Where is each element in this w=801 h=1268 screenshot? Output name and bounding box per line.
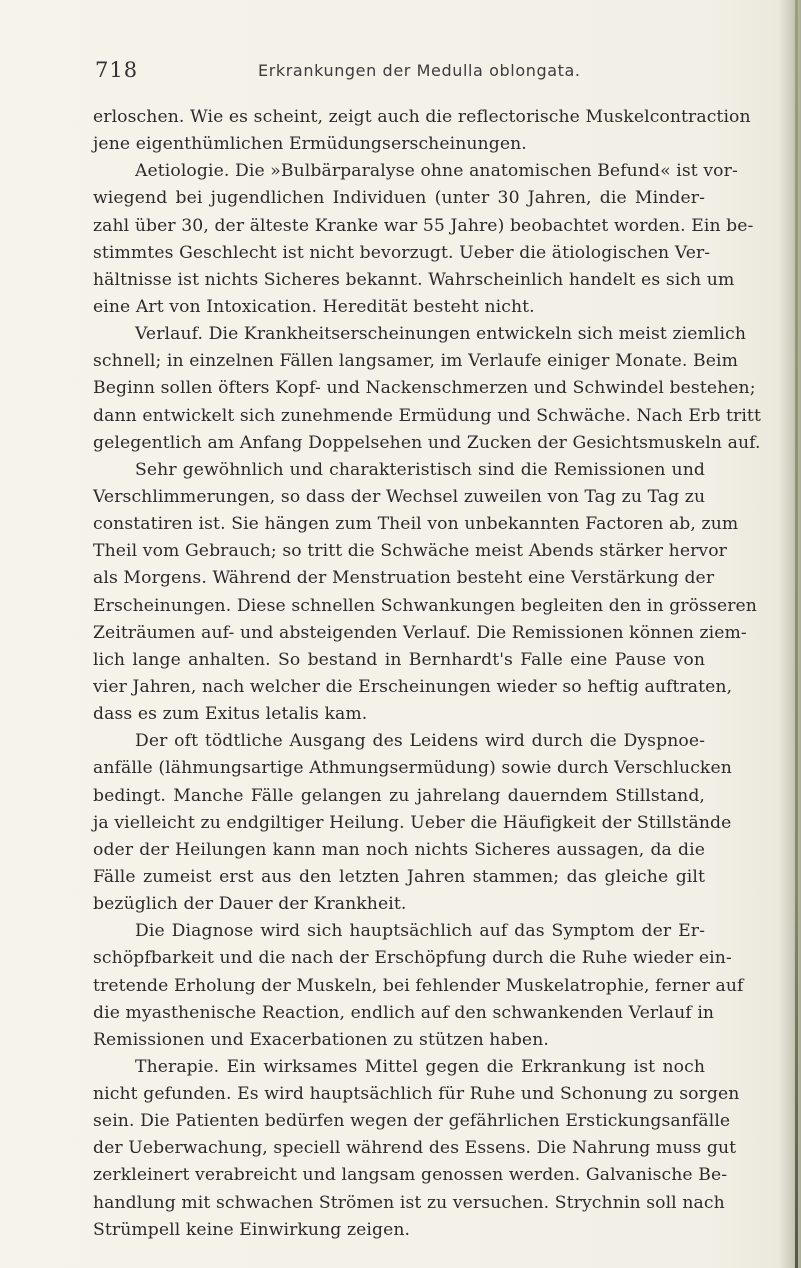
text-line: Sehr gewöhnlich und charakteristisch sind die Remissionen und [135, 459, 705, 480]
text-line: Beginn sollen öfters Kopf- und Nackenschmerzen und Schwindel bestehen; [93, 378, 756, 399]
text-line: der Ueberwachung, speciell während des Essens. Die Nahrung muss gut [93, 1138, 737, 1159]
text-line: anfälle (lähmungsartige Athmungsermüdung) sowie durch Verschlucken [93, 758, 732, 779]
text-line: schöpfbarkeit und die nach der Erschöpfung durch die Ruhe wieder ein- [93, 948, 732, 969]
text-line: Theil vom Gebrauch; so tritt die Schwäche meist Abends stärker hervor [93, 541, 727, 562]
text-line: Der oft tödtliche Ausgang des Leidens wird durch die Dyspnoe- [135, 731, 705, 752]
text-line: Strümpell keine Einwirkung zeigen. [93, 1219, 411, 1240]
text-line: ja vielleicht zu endgiltiger Heilung. Ueber die Häufigkeit der Stillstände [93, 812, 732, 833]
text-line: nicht gefunden. Es wird hauptsächlich für Ruhe und Schonung zu sorgen [93, 1084, 740, 1105]
page-header [0, 58, 801, 88]
text-line: Therapie. Ein wirksames Mittel gegen die Erkrankung ist noch [135, 1056, 705, 1077]
text-line: oder der Heilungen kann man noch nichts Sicheres aussagen, da die [93, 839, 705, 860]
text-line: bezüglich der Dauer der Krankheit. [93, 894, 407, 915]
text-line: vier Jahren, nach welcher die Erscheinungen wieder so heftig auftraten, [93, 676, 733, 697]
page-edge-binding [795, 0, 798, 1268]
page-number: 718 [95, 58, 139, 82]
body-text [93, 104, 761, 1244]
text-line: die myasthenische Reaction, endlich auf den schwankenden Verlauf in [93, 1002, 715, 1023]
text-line: zerkleinert verabreicht und langsam genossen werden. Galvanische Be- [93, 1165, 728, 1186]
text-line: Zeiträumen auf- und absteigenden Verlauf. Die Remissionen können ziem- [93, 622, 747, 643]
text-line: constatiren ist. Sie hängen zum Theil von unbekannten Factoren ab, zum [93, 514, 739, 535]
text-line: tretende Erholung der Muskeln, bei fehlender Muskelatrophie, ferner auf [93, 975, 744, 996]
text-line: Remissionen und Exacerbationen zu stützen haben. [93, 1029, 549, 1050]
text-line: zahl über 30, der älteste Kranke war 55 Jahre) beobachtet worden. Ein be- [93, 215, 754, 236]
text-line: als Morgens. Während der Menstruation besteht eine Verstärkung der [93, 568, 715, 589]
text-line: bedingt. Manche Fälle gelangen zu jahrelang dauerndem Stillstand, [93, 785, 705, 806]
text-line: handlung mit schwachen Strömen ist zu versuchen. Strychnin soll nach [93, 1192, 725, 1213]
text-line: Die Diagnose wird sich hauptsächlich auf das Symptom der Er- [135, 921, 705, 942]
text-line: Verschlimmerungen, so dass der Wechsel zuweilen von Tag zu Tag zu [93, 486, 706, 507]
text-line: schnell; in einzelnen Fällen langsamer, im Verlaufe einiger Monate. Beim [93, 351, 739, 372]
text-line: dass es zum Exitus letalis kam. [93, 704, 368, 725]
text-line: Verlauf. Die Krankheitserscheinungen entwickeln sich meist ziemlich [135, 324, 747, 345]
text-line: eine Art von Intoxication. Heredität besteht nicht. [93, 296, 535, 317]
text-line: Aetiologie. Die »Bulbärparalyse ohne anatomischen Befund« ist vor- [135, 161, 738, 182]
text-line: gelegentlich am Anfang Doppelsehen und Zucken der Gesichtsmuskeln auf. [93, 432, 761, 453]
text-line: stimmtes Geschlecht ist nicht bevorzugt. Ueber die ätiologischen Ver- [93, 242, 711, 263]
text-line: wiegend bei jugendlichen Individuen (unter 30 Jahren, die Minder- [93, 188, 705, 209]
text-line: dann entwickelt sich zunehmende Ermüdung und Schwäche. Nach Erb tritt [93, 405, 761, 426]
text-line: hältnisse ist nichts Sicheres bekannt. Wahrscheinlich handelt es sich um [93, 269, 735, 290]
text-line: sein. Die Patienten bedürfen wegen der gefährlichen Erstickungsanfälle [93, 1111, 731, 1132]
running-head: Erkrankungen der Medulla oblongata. [258, 61, 581, 80]
text-line: Erscheinungen. Diese schnellen Schwankungen begleiten den in grösseren [93, 595, 757, 616]
text-line: Fälle zumeist erst aus den letzten Jahren stammen; das gleiche gilt [93, 866, 705, 887]
text-line: jene eigenthümlichen Ermüdungserscheinungen. [93, 134, 527, 155]
text-line: erloschen. Wie es scheint, zeigt auch die reflectorische Muskelcontraction [93, 107, 751, 127]
text-line: lich lange anhalten. So bestand in Bernhardt's Falle eine Pause von [93, 649, 705, 670]
